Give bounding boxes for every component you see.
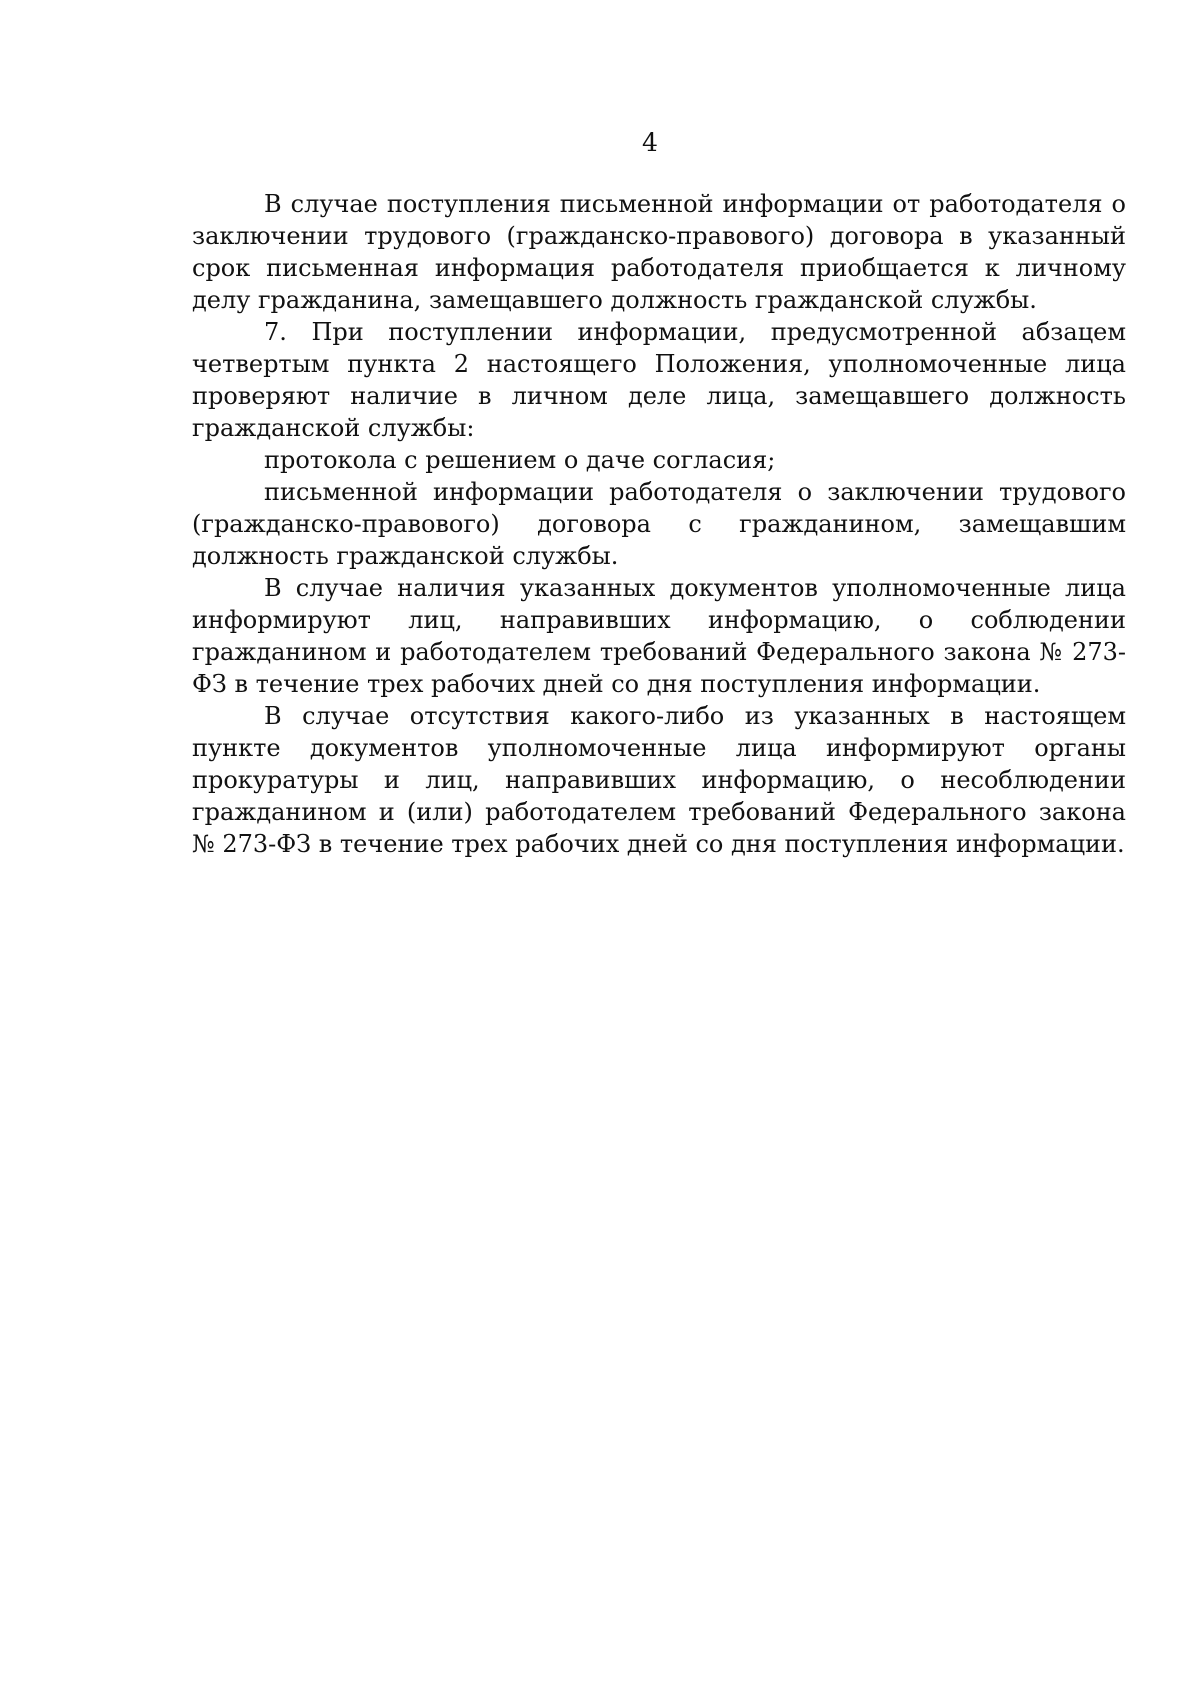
paragraph-3: протокола с решением о даче согласия; [264, 446, 776, 474]
paragraph-6: В случае отсутствия какого-либо из указанных в настоящем пункте документов уполномоченные лица информируют органы прокуратуры и лиц, направивших информацию, о несоблюдении гражданином и (или) работодателем требований Федерального закона № 273-ФЗ в течение трех рабочих дней со дня поступления информации. [192, 702, 1126, 858]
paragraph-4: письменной информации работодателя о заключении трудового (гражданско-правового) договора с гражданином, замещавшим должность гражданской службы. [192, 478, 1126, 570]
document-body [192, 188, 1126, 860]
page-number: 4 [642, 128, 658, 157]
paragraph-2: 7. При поступлении информации, предусмотренной абзацем четвертым пункта 2 настоящего Положения, уполномоченные лица проверяют наличие в личном деле лица, замещавшего должность гражданской службы: [192, 318, 1126, 442]
paragraph-1: В случае поступления письменной информации от работодателя о заключении трудового (гражданско-правового) договора в указанный срок письменная информация работодателя приобщается к личному делу гражданина, замещавшего должность гражданской службы. [192, 190, 1126, 314]
paragraph-5: В случае наличия указанных документов уполномоченные лица информируют лиц, направивших информацию, о соблюдении гражданином и работодателем требований Федерального закона № 273-ФЗ в течение трех рабочих дней со дня поступления информации. [192, 574, 1126, 698]
